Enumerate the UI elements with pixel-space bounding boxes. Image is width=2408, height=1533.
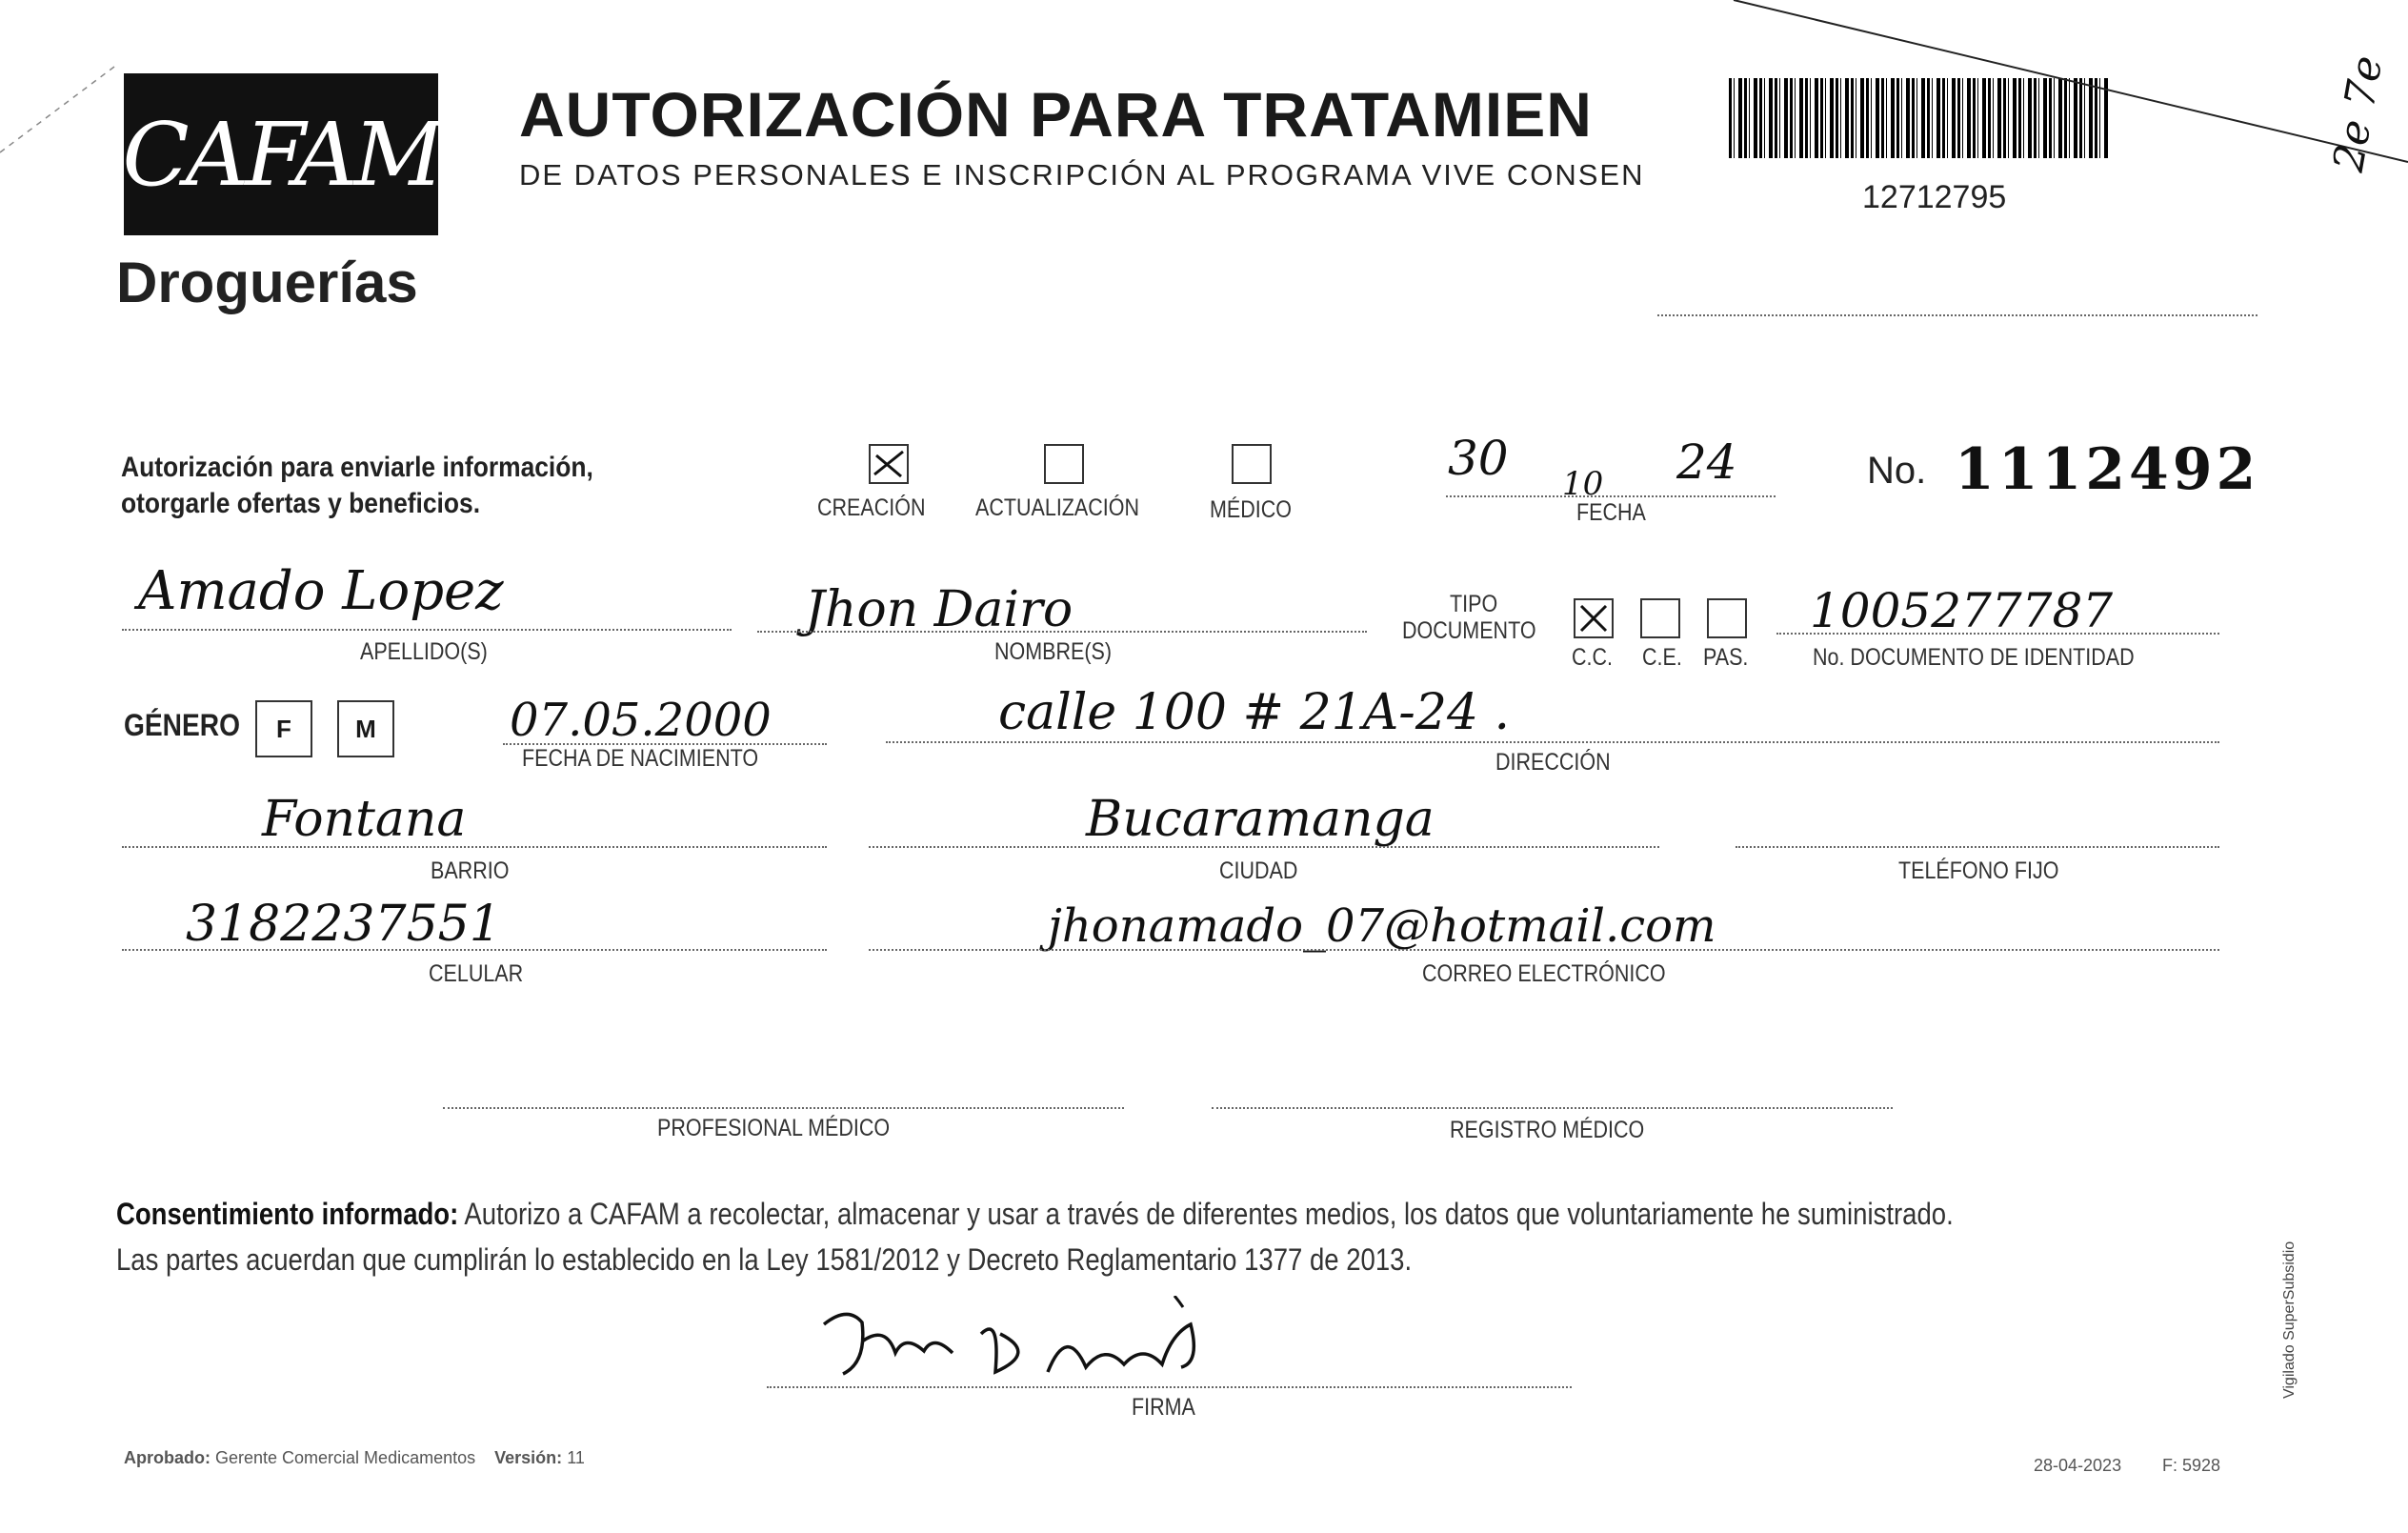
tipo-documento-label-1: TIPO [1450,591,1498,617]
check-mark-icon [871,446,907,482]
cc-label: C.C. [1572,644,1613,671]
barrio-value: Fontana [262,791,467,848]
document-subtitle: DE DATOS PERSONALES E INSCRIPCIÓN AL PROGRAMA VIVE CONSEN [519,158,1645,192]
apellidos-line[interactable] [122,629,732,631]
registro-line[interactable] [1212,1107,1893,1109]
aprobado-value: Gerente Comercial Medicamentos [215,1448,476,1467]
telefono-label: TELÉFONO FIJO [1898,857,2059,884]
medico-label: MÉDICO [1210,496,1292,523]
nombres-line[interactable] [757,631,1367,633]
barrio-line[interactable] [122,846,827,848]
tipo-documento-label-2: DOCUMENTO [1402,617,1536,644]
documento-line[interactable] [1776,633,2219,635]
genero-f-box[interactable]: F [255,700,312,757]
creacion-label: CREACIÓN [817,494,926,521]
celular-value: 3182237551 [186,896,501,953]
ciudad-line[interactable] [869,846,1659,848]
document-title: AUTORIZACIÓN PARA TRATAMIEN [519,79,1593,150]
actualizacion-checkbox[interactable] [1044,444,1084,484]
cc-checkbox[interactable] [1574,598,1614,638]
pas-checkbox[interactable] [1707,598,1747,638]
date-day: 30 [1448,431,1509,486]
registro-label: REGISTRO MÉDICO [1450,1117,1645,1143]
consent-text [116,1191,2098,1282]
footer-date: 28-04-2023 [2034,1456,2122,1475]
direccion-line[interactable] [886,741,2219,743]
celular-label: CELULAR [429,960,524,987]
authorization-intro [121,450,593,522]
celular-line[interactable] [122,949,827,951]
telefono-line[interactable] [1736,846,2219,848]
direccion-label: DIRECCIÓN [1495,749,1611,776]
actualizacion-label: ACTUALIZACIÓN [975,494,1140,521]
consent-line-1 [116,1191,2098,1237]
margin-note: 2e 7e [2324,51,2393,175]
barrio-label: BARRIO [431,857,510,884]
aprobado-label: Aprobado: [124,1448,211,1467]
ciudad-label: CIUDAD [1219,857,1298,884]
form-number-prefix: No. [1867,450,1927,492]
genero-label: GÉNERO [124,708,241,742]
subbrand: Droguerías [116,251,418,314]
x-mark-icon [1575,600,1612,636]
apellidos-label: APELLIDO(S) [360,638,488,665]
form-number: 1112492 [1955,436,2260,503]
medico-checkbox[interactable] [1232,444,1272,484]
profesional-line[interactable] [443,1107,1124,1109]
direccion-value: calle 100 # 21A-24 . [998,684,1511,741]
date-year: 24 [1676,434,1737,490]
intro-line-1: Autorización para enviarle información, [121,452,593,483]
apellidos-value: Amado Lopez [138,560,504,622]
barcode-number: 12712795 [1862,179,2007,215]
correo-label: CORREO ELECTRÓNICO [1422,960,1666,987]
footer-code: F: 5928 [2162,1456,2221,1475]
intro-line-2: otorgarle ofertas y beneficios. [121,488,481,519]
profesional-label: PROFESIONAL MÉDICO [657,1115,891,1141]
fecha-nacimiento-label: FECHA DE NACIMIENTO [522,745,759,772]
version-value: 11 [567,1448,585,1467]
handwritten-signature [810,1296,1257,1391]
ciudad-value: Bucaramanga [1086,791,1435,848]
firma-label: FIRMA [1132,1394,1195,1421]
supersubsidio-side-text: Vigilado SuperSubsidio [2281,1241,2298,1399]
diagonal-scan-line [1734,0,2408,162]
firma-line[interactable] [767,1386,1572,1388]
nombres-label: NOMBRE(S) [994,638,1113,665]
date-line[interactable] [1446,495,1776,497]
correo-value: jhonamado_07@hotmail.com [1048,899,1716,953]
creacion-checkbox[interactable] [869,444,909,484]
date-month: 10 [1562,465,1604,503]
logo-text: CAFAM [122,103,440,206]
consent-text-1: Autorizo a CAFAM a recolectar, almacenar y usar a través de diferentes medios, los datos que voluntariamente he suministrado. [458,1197,1954,1231]
date-label: FECHA [1576,499,1646,526]
footer-approval [124,1448,585,1468]
documento-value: 1005277787 [1810,583,2114,638]
ce-label: C.E. [1642,644,1682,671]
fecha-nacimiento-value: 07.05.2000 [510,694,772,747]
correo-line[interactable] [869,949,2219,951]
version-label: Versión: [494,1448,563,1467]
ce-checkbox[interactable] [1640,598,1680,638]
consent-line-2: Las partes acuerdan que cumplirán lo establecido en la Ley 1581/2012 y Decreto Reglamentario 1377 de 2013. [116,1242,1413,1277]
documento-label: No. DOCUMENTO DE IDENTIDAD [1813,644,2135,671]
genero-m-box[interactable]: M [337,700,394,757]
pas-label: PAS. [1703,644,1749,671]
nombres-value: Jhon Dairo [805,581,1074,638]
consent-heading: Consentimiento informado: [116,1197,459,1231]
corner-scan-line [0,67,114,152]
